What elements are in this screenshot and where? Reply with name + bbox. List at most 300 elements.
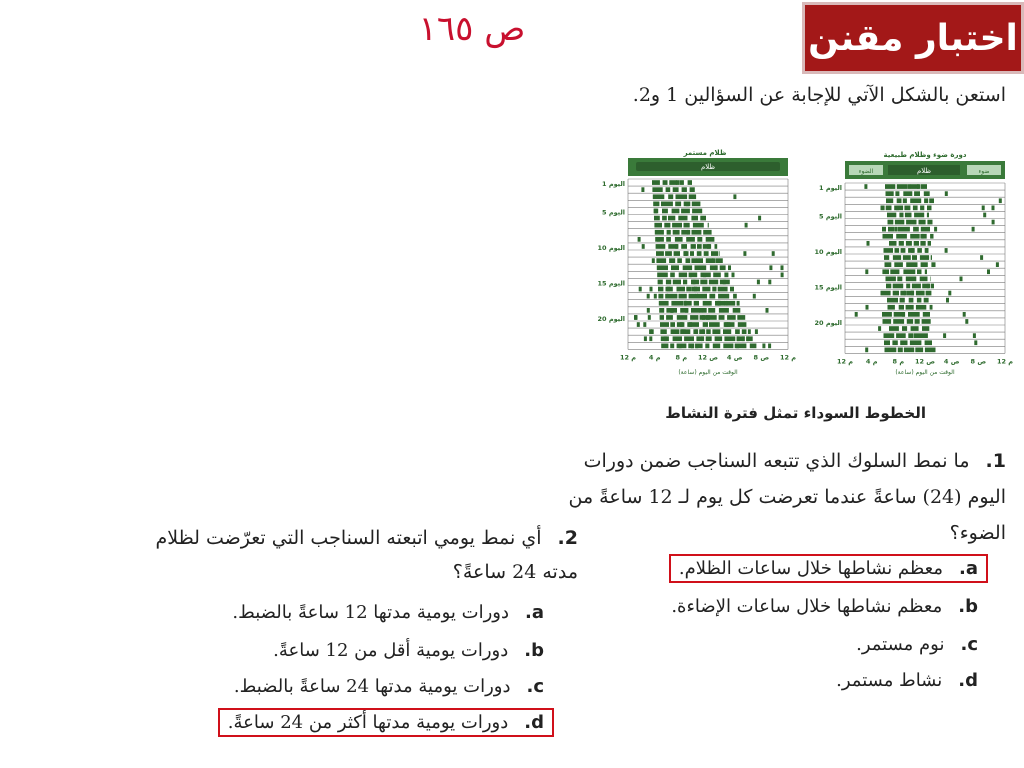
q2-option-c[interactable]: [234, 676, 544, 697]
activity-mark: [753, 294, 756, 299]
activity-mark: [732, 273, 735, 278]
activity-mark: [772, 251, 775, 256]
activity-mark: [688, 180, 692, 185]
activity-mark: [673, 230, 680, 235]
y-tick-label: اليوم 5: [819, 212, 842, 221]
activity-mark: [686, 258, 691, 263]
x-tick-label: 4 ص: [726, 353, 743, 362]
activity-mark: [948, 291, 951, 296]
activity-mark: [920, 277, 928, 282]
activity-mark: [926, 291, 932, 296]
activity-mark: [885, 348, 897, 353]
activity-mark: [983, 213, 986, 218]
activity-mark: [974, 340, 977, 345]
activity-mark: [884, 340, 890, 345]
activity-mark: [917, 298, 922, 303]
activity-mark: [678, 216, 687, 221]
activity-mark: [931, 262, 935, 267]
activity-mark: [896, 333, 906, 338]
activity-mark: [930, 277, 931, 282]
activity-mark: [670, 322, 675, 327]
activity-mark: [945, 248, 948, 253]
activity-mark: [903, 198, 907, 203]
activity-mark: [654, 294, 657, 299]
activity-mark: [695, 265, 707, 270]
activity-mark: [902, 312, 905, 317]
activity-mark: [663, 180, 668, 185]
q2-option-c-letter: c.: [526, 676, 544, 697]
activity-mark: [719, 315, 725, 320]
y-tick-label: اليوم 1: [602, 180, 625, 189]
activity-mark: [945, 191, 948, 196]
activity-mark: [665, 251, 672, 256]
activity-mark: [992, 206, 995, 211]
activity-mark: [701, 336, 704, 341]
activity-mark: [960, 277, 963, 282]
activity-mark: [703, 322, 708, 327]
right-panel-bar-right: ضوء: [978, 168, 990, 175]
activity-mark: [917, 269, 922, 274]
activity-mark: [660, 315, 664, 320]
q1-option-c-letter: c.: [960, 634, 978, 655]
activity-mark: [654, 209, 657, 214]
activity-mark: [893, 291, 899, 296]
activity-mark: [743, 251, 746, 256]
activity-mark: [680, 322, 683, 327]
activity-mark: [662, 216, 667, 221]
activity-mark: [689, 273, 692, 278]
y-tick-label: اليوم 5: [602, 208, 625, 217]
x-tick-label: 8 ص: [753, 353, 770, 362]
activity-mark: [769, 265, 772, 270]
activity-mark: [915, 319, 920, 324]
activity-mark: [781, 265, 784, 270]
activity-mark: [893, 255, 901, 260]
activity-mark: [895, 227, 898, 232]
activity-mark: [922, 326, 929, 331]
activity-mark: [669, 258, 675, 263]
activity-mark: [727, 301, 736, 306]
activity-mark: [661, 344, 668, 349]
activity-mark: [750, 344, 757, 349]
activity-mark: [690, 251, 694, 256]
activity-mark: [906, 220, 916, 225]
activity-mark: [896, 234, 907, 239]
activity-mark: [904, 206, 910, 211]
activity-mark: [925, 248, 928, 253]
right-panel-bar-left: الضوء: [858, 168, 874, 175]
activity-mark: [758, 216, 761, 221]
activity-mark: [907, 319, 913, 324]
activity-mark: [965, 319, 968, 324]
activity-mark: [689, 294, 696, 299]
activity-mark: [699, 258, 703, 263]
activity-mark: [670, 273, 675, 278]
activity-mark: [676, 194, 688, 199]
activity-mark: [898, 227, 910, 232]
activity-mark: [657, 265, 668, 270]
activity-mark: [704, 251, 709, 256]
activity-mark: [697, 294, 707, 299]
x-tick-label: 12 م: [619, 353, 637, 362]
activity-mark: [909, 298, 914, 303]
activity-mark: [884, 248, 894, 253]
activity-mark: [706, 336, 712, 341]
activity-mark: [692, 287, 695, 292]
activity-mark: [679, 180, 684, 185]
activity-mark: [897, 277, 902, 282]
activity-mark: [888, 227, 895, 232]
activity-mark: [700, 280, 707, 285]
activity-mark: [931, 284, 934, 289]
activity-mark: [673, 187, 679, 192]
activity-mark: [647, 308, 650, 313]
activity-mark: [709, 294, 715, 299]
y-tick-label: اليوم 1: [819, 184, 842, 193]
activity-mark: [895, 248, 900, 253]
activity-mark: [906, 241, 912, 246]
activity-mark: [658, 287, 663, 292]
activity-mark: [699, 308, 702, 313]
activity-mark: [921, 262, 928, 267]
activity-mark: [906, 277, 917, 282]
activity-mark: [686, 237, 695, 242]
activity-mark: [706, 329, 711, 334]
x-tick-label: 12 ص: [697, 353, 719, 362]
activity-mark: [713, 344, 720, 349]
activity-mark: [720, 265, 726, 270]
activity-mark: [914, 241, 919, 246]
q2-option-a[interactable]: [232, 602, 544, 623]
y-tick-label: اليوم 15: [814, 283, 842, 292]
activity-mark: [643, 322, 646, 327]
left-panel: [598, 149, 797, 376]
activity-mark: [695, 344, 698, 349]
q2-option-b[interactable]: [273, 640, 544, 661]
activity-mark: [668, 194, 673, 199]
right-panel-bar-mid: ظلام: [916, 167, 932, 175]
activity-mark: [675, 244, 678, 249]
activity-mark: [652, 187, 662, 192]
q1-option-a-letter: a.: [959, 558, 978, 579]
activity-mark: [923, 312, 930, 317]
activity-mark: [656, 258, 666, 263]
x-tick-label: 12 ص: [914, 357, 936, 366]
activity-mark: [757, 280, 760, 285]
activity-mark: [898, 348, 903, 353]
right-panel: [815, 151, 1014, 376]
activity-mark: [666, 280, 671, 285]
q1-option-b[interactable]: [671, 596, 978, 617]
activity-mark: [907, 184, 910, 189]
activity-mark: [946, 298, 949, 303]
activity-mark: [913, 206, 918, 211]
activity-mark: [884, 333, 895, 338]
activity-mark: [883, 319, 892, 324]
x-tick-label: 12 م: [996, 357, 1014, 366]
activity-mark: [920, 255, 929, 260]
activity-mark: [719, 308, 729, 313]
activity-mark: [687, 230, 690, 235]
activity-mark: [723, 280, 726, 285]
activity-mark: [755, 329, 758, 334]
activity-mark: [706, 315, 709, 320]
activity-mark: [666, 315, 673, 320]
activity-mark: [694, 301, 699, 306]
activity-mark: [667, 287, 670, 292]
x-tick-label: 8 م: [892, 357, 905, 366]
activity-mark: [893, 284, 904, 289]
activity-mark: [635, 315, 638, 320]
activity-mark: [865, 269, 868, 274]
activity-mark: [903, 255, 911, 260]
activity-mark: [922, 319, 931, 324]
left-panel-title: ظلام مستمر: [683, 149, 727, 157]
activity-mark: [703, 273, 706, 278]
activity-mark: [677, 287, 686, 292]
activity-mark: [929, 198, 934, 203]
activity-mark: [667, 294, 678, 299]
right-panel-title: دورة ضوء وظلام طبيعية: [883, 151, 967, 159]
activity-mark: [864, 184, 867, 189]
activity-mark: [737, 301, 740, 306]
activity-mark: [684, 301, 687, 306]
activity-mark: [691, 308, 700, 313]
activity-mark: [703, 230, 711, 235]
activity-mark: [885, 184, 895, 189]
activity-mark: [673, 336, 682, 341]
question-1-text: ما نمط السلوك الذي تتبعه السناجب ضمن دورات اليوم (24) ساعةً عندما تعرضت كل يوم لـ 12 ساعةً من الضوء؟: [568, 450, 1006, 544]
activity-mark: [660, 322, 669, 327]
activity-mark: [911, 291, 914, 296]
y-tick-label: اليوم 10: [814, 248, 842, 256]
activity-mark: [661, 202, 673, 207]
activity-mark: [916, 305, 926, 310]
activity-charts-figure: [590, 145, 1014, 385]
activity-mark: [644, 336, 647, 341]
activity-mark: [996, 262, 999, 267]
activity-mark: [781, 273, 784, 278]
activity-mark: [920, 241, 925, 246]
activity-mark: [727, 315, 736, 320]
activity-mark: [914, 213, 924, 218]
activity-mark: [730, 287, 734, 292]
activity-mark: [910, 340, 922, 345]
activity-mark: [762, 344, 765, 349]
activity-mark: [887, 298, 898, 303]
activity-mark: [882, 227, 886, 232]
activity-mark: [665, 294, 668, 299]
activity-mark: [766, 308, 769, 313]
activity-mark: [642, 244, 645, 249]
activity-mark: [908, 333, 913, 338]
activity-mark: [715, 336, 723, 341]
activity-mark: [982, 206, 985, 211]
activity-mark: [742, 336, 745, 341]
activity-mark: [658, 280, 663, 285]
q2-option-d[interactable]: [218, 712, 554, 733]
activity-mark: [677, 315, 688, 320]
activity-mark: [882, 312, 892, 317]
activity-mark: [901, 248, 906, 253]
q1-option-d-letter: d.: [958, 670, 978, 691]
activity-mark: [677, 258, 682, 263]
activity-mark: [884, 255, 889, 260]
activity-mark: [910, 198, 921, 203]
activity-mark: [659, 308, 664, 313]
activity-mark: [886, 206, 892, 211]
activity-mark: [724, 336, 735, 341]
activity-mark: [921, 184, 927, 189]
activity-mark: [927, 206, 932, 211]
activity-mark: [697, 244, 702, 249]
x-tick-label: 4 ص: [943, 357, 960, 366]
activity-mark: [886, 284, 891, 289]
activity-mark: [900, 298, 905, 303]
activity-mark: [702, 287, 710, 292]
question-2: [138, 521, 578, 589]
question-2-text: أي نمط يومي اتبعته السناجب التي تعرّضت لظلام مدته 24 ساعةً؟: [155, 527, 578, 583]
activity-mark: [733, 194, 736, 199]
activity-mark: [973, 333, 976, 338]
activity-mark: [910, 234, 920, 239]
activity-mark: [690, 315, 698, 320]
activity-mark: [925, 348, 936, 353]
activity-mark: [671, 301, 683, 306]
activity-mark: [697, 251, 702, 256]
activity-mark: [692, 209, 702, 214]
activity-mark: [892, 340, 897, 345]
q1-option-d-text: نشاط مستمر.: [836, 670, 943, 691]
activity-mark: [639, 287, 642, 292]
activity-mark: [675, 237, 683, 242]
activity-mark: [735, 329, 740, 334]
activity-mark: [675, 202, 681, 207]
activity-mark: [883, 234, 894, 239]
activity-mark: [692, 202, 701, 207]
activity-mark: [943, 333, 946, 338]
activity-mark: [911, 248, 914, 253]
activity-mark: [889, 241, 897, 246]
activity-mark: [657, 273, 668, 278]
activity-mark: [691, 244, 696, 249]
activity-mark: [718, 287, 728, 292]
activity-mark: [865, 348, 868, 353]
activity-mark: [737, 315, 745, 320]
x-tick-label: 12 م: [836, 357, 854, 366]
activity-mark: [724, 301, 727, 306]
activity-mark: [987, 269, 990, 274]
activity-mark: [657, 237, 660, 242]
activity-mark: [669, 180, 677, 185]
q2-option-a-text: دورات يومية مدتها 12 ساعةً بالضبط.: [232, 602, 509, 623]
y-tick-label: اليوم 20: [814, 319, 842, 327]
q1-option-c[interactable]: [856, 634, 978, 655]
activity-mark: [737, 336, 740, 341]
activity-mark: [693, 280, 696, 285]
activity-mark: [925, 340, 932, 345]
x-tick-label: 8 م: [675, 353, 688, 362]
activity-mark: [895, 191, 899, 196]
q2-option-d-letter: d.: [524, 712, 544, 733]
activity-mark: [899, 305, 904, 310]
q1-option-a[interactable]: [669, 558, 988, 579]
question-1-number: 1.: [985, 450, 1006, 472]
activity-mark: [924, 191, 930, 196]
activity-mark: [693, 223, 704, 228]
activity-mark: [712, 287, 716, 292]
activity-mark: [666, 237, 671, 242]
activity-mark: [931, 255, 932, 260]
title-badge: اختبار مقنن: [802, 2, 1024, 74]
activity-mark: [652, 180, 660, 185]
activity-mark: [686, 202, 689, 207]
activity-mark: [925, 269, 927, 274]
activity-mark: [649, 329, 652, 334]
activity-mark: [670, 308, 673, 313]
activity-mark: [768, 344, 771, 349]
activity-mark: [681, 244, 687, 249]
right-panel-xlabel: (الوقت من اليوم (ساعة: [895, 369, 955, 376]
activity-mark: [689, 322, 692, 327]
activity-mark: [905, 213, 912, 218]
activity-mark: [655, 230, 664, 235]
activity-mark: [963, 312, 966, 317]
q1-option-d[interactable]: [836, 670, 978, 691]
activity-mark: [914, 191, 920, 196]
activity-mark: [682, 187, 687, 192]
q2-option-b-text: دورات يومية أقل من 12 ساعةً.: [273, 640, 509, 661]
activity-mark: [691, 258, 697, 263]
activity-mark: [692, 230, 702, 235]
activity-mark: [889, 326, 899, 331]
q1-option-a-text: معظم نشاطها خلال ساعات الظلام.: [678, 558, 943, 579]
activity-mark: [707, 244, 710, 249]
activity-mark: [673, 280, 681, 285]
activity-mark: [746, 336, 749, 341]
legend-note: الخطوط السوداء تمثل فترة النشاط: [665, 404, 926, 422]
activity-mark: [684, 251, 687, 256]
activity-mark: [920, 206, 924, 211]
activity-mark: [713, 273, 721, 278]
activity-mark: [689, 194, 696, 199]
y-tick-label: اليوم 20: [597, 315, 625, 323]
activity-mark: [882, 269, 885, 274]
activity-mark: [886, 191, 894, 196]
page-number: ص ١٦٥: [418, 9, 526, 49]
activity-mark: [904, 291, 907, 296]
activity-mark: [917, 184, 920, 189]
activity-mark: [691, 344, 694, 349]
activity-mark: [890, 269, 899, 274]
activity-mark: [715, 265, 718, 270]
activity-mark: [709, 280, 718, 285]
activity-mark: [672, 209, 680, 214]
activity-mark: [654, 223, 662, 228]
activity-mark: [897, 184, 907, 189]
activity-mark: [885, 269, 889, 274]
activity-mark: [930, 234, 933, 239]
activity-mark: [920, 234, 923, 239]
activity-mark: [703, 301, 712, 306]
activity-mark: [697, 237, 702, 242]
activity-mark: [702, 329, 705, 334]
activity-mark: [917, 248, 922, 253]
activity-mark: [676, 180, 679, 185]
activity-mark: [706, 258, 714, 263]
activity-mark: [928, 241, 931, 246]
activity-mark: [647, 294, 650, 299]
